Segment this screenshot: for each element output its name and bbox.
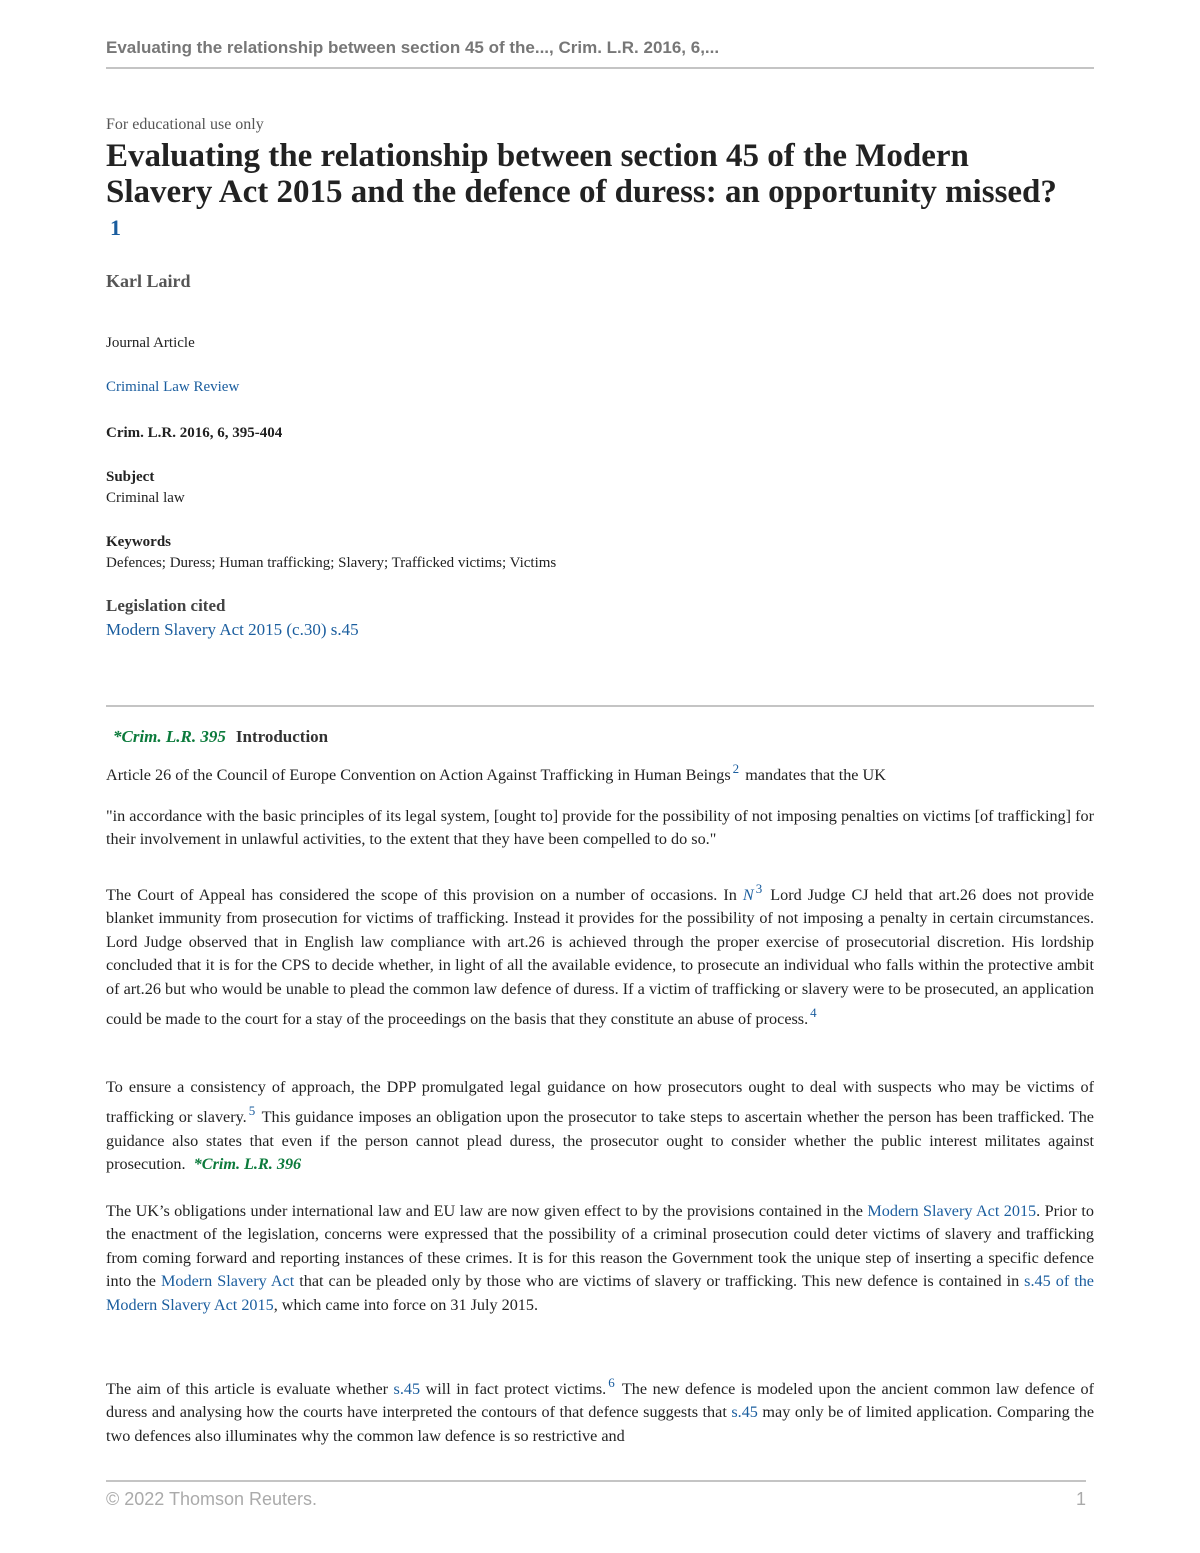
- subject-value: Criminal law: [106, 490, 185, 506]
- footnote-link-2[interactable]: 2: [732, 761, 740, 776]
- paragraph-5: [106, 1200, 1094, 1317]
- footer-divider: [106, 1480, 1086, 1482]
- edu-notice: For educational use only: [106, 116, 264, 133]
- paragraph-3: [106, 877, 1094, 1031]
- legislation-link-s45-b[interactable]: s.45: [731, 1403, 758, 1422]
- legislation-link-msa[interactable]: Modern Slavery Act 2015: [867, 1202, 1037, 1220]
- text: Lord Judge CJ held that art.26 does not provide blanket immunity from prosecution for victims of trafficking. Instead it provides for the possibility of not imposing a penalty in certain circumstances. Lord Judge observed that in English law compliance with art.26 is achieved through the proper exercise of prosecutorial discretion. His lordship concluded that it is for the CPS to decide whether, in light of all the available evidence, to prosecute an individual who falls within the protective ambit of art.26 but who would be unable to plead the common law defence of duress. If a victim of trafficking or slavery were to be prosecuted, an application could be made to the court for a stay of the proceedings on the basis that they constitute an abuse of process.: [106, 886, 1094, 1029]
- footnote-link-1[interactable]: 1: [110, 215, 121, 240]
- text: The UK’s obligations under international law and EU law are now given effect to by the provisions contained in the: [106, 1202, 868, 1220]
- text: . Prior to the enactment of the legislation, concerns were expressed that the possibility of a criminal prosecution could deter victims of slavery and trafficking from coming forward and reporting instances of these crimes. It is for this reason the Government took the unique step of inserting a specific defence into the: [106, 1202, 1094, 1291]
- page-ref-395: *Crim. L.R. 395: [113, 727, 226, 746]
- paragraph-4: [106, 1076, 1094, 1177]
- paragraph-6: [106, 1371, 1094, 1448]
- footnote-link-3[interactable]: 3: [755, 881, 763, 896]
- doc-type: Journal Article: [106, 335, 195, 351]
- citation: Crim. L.R. 2016, 6, 395-404: [106, 425, 283, 441]
- text: that can be pleaded only by those who are victims of slavery or trafficking. This new defence is contained in: [294, 1272, 1025, 1291]
- subject-label: Subject: [106, 469, 155, 485]
- page-number: 1: [1076, 1489, 1087, 1509]
- section-heading: Introduction: [235, 727, 329, 746]
- legislation-link-s45-a[interactable]: s.45: [393, 1380, 421, 1398]
- text: mandates that the UK: [741, 766, 886, 784]
- text: This guidance imposes an obligation upon the prosecutor to take steps to ascertain whether the person has been trafficked. The guidance also states that even if the person cannot plead duress, the prosecutor ought to consider whether the public interest militates against prosecution.: [106, 1108, 1094, 1174]
- page-ref-396: *Crim. L.R. 396: [193, 1155, 302, 1174]
- article-title-text: Evaluating the relationship between section 45 of the Modern Slavery Act 2015 and the defence of duress: an opportunity missed?: [106, 138, 1057, 210]
- footnote-link-6[interactable]: 6: [608, 1375, 615, 1390]
- legislation-link[interactable]: Modern Slavery Act 2015 (c.30) s.45: [106, 620, 359, 639]
- text: The aim of this article is evaluate whether: [106, 1380, 394, 1398]
- case-link-n[interactable]: N: [742, 886, 754, 904]
- legislation-label: Legislation cited: [106, 596, 226, 615]
- copyright: © 2022 Thomson Reuters.: [106, 1489, 318, 1509]
- legislation-link-s45[interactable]: s.45 of the Modern Slavery Act 2015: [106, 1272, 1094, 1314]
- intro-heading-line: [113, 727, 328, 747]
- running-header: Evaluating the relationship between section 45 of the..., Crim. L.R. 2016, 6,...: [106, 38, 720, 57]
- text: , which came into force on 31 July 2015.: [273, 1295, 539, 1314]
- keywords-label: Keywords: [106, 534, 171, 550]
- text: Article 26 of the Council of Europe Convention on Action Against Trafficking in Human Beings: [106, 766, 731, 784]
- section-divider: [106, 705, 1094, 707]
- text: will in fact protect victims.: [420, 1380, 607, 1398]
- text: The new defence is modeled upon the ancient common law defence of duress and analysing how the courts have interpreted the contours of that defence suggests that: [106, 1380, 1095, 1422]
- footnote-link-4[interactable]: 4: [810, 1005, 817, 1021]
- journal-link[interactable]: Criminal Law Review: [106, 379, 240, 395]
- block-quote: "in accordance with the basic principles of its legal system, [ought to] provide for the possibility of not imposing penalties on victims [of trafficking] for their involvement in unlawful activities, to the extent that they have been compelled to do so.": [106, 807, 1094, 849]
- author-name: Karl Laird: [106, 271, 191, 291]
- legislation-link-msa-short[interactable]: Modern Slavery Act: [161, 1272, 295, 1291]
- text: To ensure a consistency of approach, the DPP promulgated legal guidance on how prosecutors ought to deal with suspects who may be victims of trafficking or slavery.: [106, 1078, 1094, 1127]
- keywords-value: Defences; Duress; Human trafficking; Slavery; Trafficked victims; Victims: [106, 555, 557, 571]
- article-title: [106, 138, 1066, 255]
- text: The Court of Appeal has considered the scope of this provision on a number of occasions. In: [106, 886, 743, 904]
- header-divider: [106, 67, 1094, 69]
- paragraph-1: [106, 757, 1094, 787]
- footnote-link-5[interactable]: 5: [248, 1103, 256, 1119]
- text: may only be of limited application. Comparing the two defences also illuminates why the common law defence is so restrictive and: [106, 1403, 1094, 1445]
